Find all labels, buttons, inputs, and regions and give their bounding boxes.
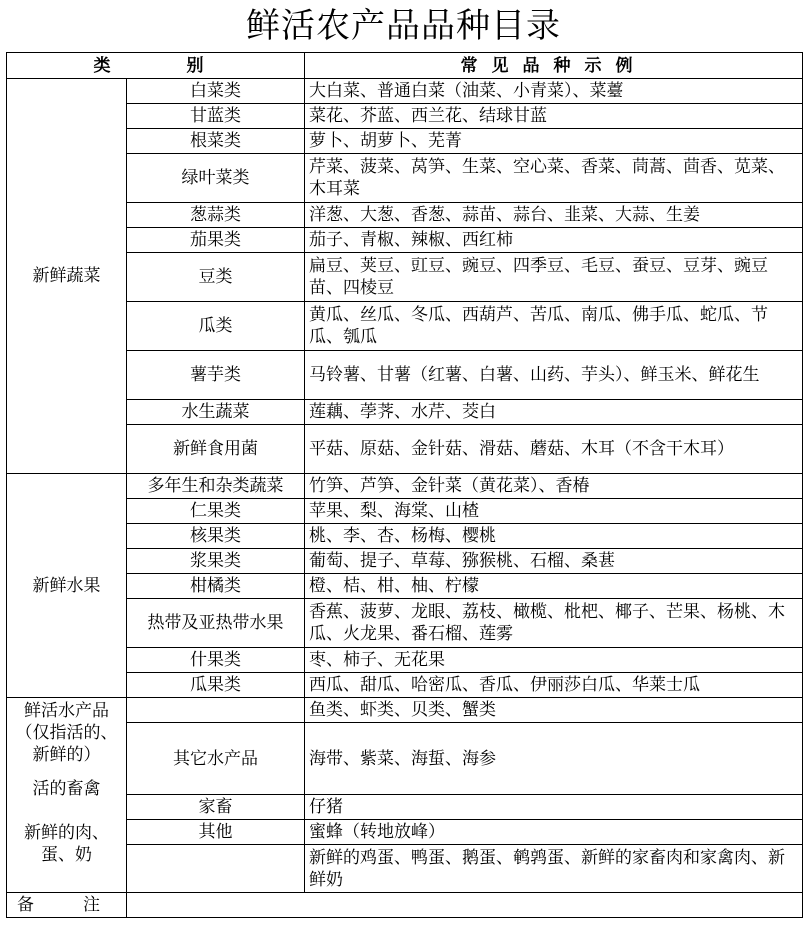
examples-cell: 海带、紫菜、海蜇、海参 <box>305 723 803 795</box>
subcategory-cell: 仁果类 <box>127 499 305 524</box>
note-label: 备 注 <box>7 893 127 918</box>
examples-cell: 扁豆、荚豆、豇豆、豌豆、四季豆、毛豆、蚕豆、豆芽、豌豆苗、四棱豆 <box>305 253 803 302</box>
examples-cell: 黄瓜、丝瓜、冬瓜、西葫芦、苦瓜、南瓜、佛手瓜、蛇瓜、节瓜、瓠瓜 <box>305 302 803 351</box>
subcategory-cell: 柑橘类 <box>127 574 305 599</box>
table-row <box>7 400 803 425</box>
table-row <box>7 599 803 648</box>
subcategory-cell: 葱蒜类 <box>127 203 305 228</box>
subcategory-cell: 核果类 <box>127 524 305 549</box>
category-aquatic: 鲜活水产品（仅指活的、新鲜的） <box>15 701 118 765</box>
table-row <box>7 253 803 302</box>
examples-cell: 枣、柿子、无花果 <box>305 648 803 673</box>
header-category: 类 别 <box>7 53 305 79</box>
subcategory-cell: 豆类 <box>127 253 305 302</box>
examples-cell: 马铃薯、甘薯（红薯、白薯、山药、芋头）、鲜玉米、鲜花生 <box>305 351 803 400</box>
header-row <box>7 53 803 79</box>
table-row <box>7 820 803 845</box>
table-row <box>7 698 803 723</box>
table-row <box>7 302 803 351</box>
subcategory-cell: 其他 <box>127 820 305 845</box>
subcategory-cell: 热带及亚热带水果 <box>127 599 305 648</box>
subcategory-cell: 水生蔬菜 <box>127 400 305 425</box>
examples-cell: 橙、桔、柑、柚、柠檬 <box>305 574 803 599</box>
examples-cell: 香蕉、菠萝、龙眼、荔枝、橄榄、枇杷、椰子、芒果、杨桃、木瓜、火龙果、番石榴、莲雾 <box>305 599 803 648</box>
subcategory-cell: 绿叶菜类 <box>127 154 305 203</box>
subcategory-cell: 多年生和杂类蔬菜 <box>127 474 305 499</box>
table-row <box>7 351 803 400</box>
category-fruits: 新鲜水果 <box>7 474 127 698</box>
table-row <box>7 648 803 673</box>
table-row <box>7 129 803 154</box>
subcategory-cell: 什果类 <box>127 648 305 673</box>
examples-cell: 洋葱、大葱、香葱、蒜苗、蒜台、韭菜、大蒜、生姜 <box>305 203 803 228</box>
examples-cell: 仔猪 <box>305 795 803 820</box>
table-row <box>7 474 803 499</box>
header-examples: 常见品种示例 <box>305 53 803 79</box>
examples-cell: 苹果、梨、海棠、山楂 <box>305 499 803 524</box>
subcategory-cell: 茄果类 <box>127 228 305 253</box>
subcategory-cell: 瓜类 <box>127 302 305 351</box>
subcategory-cell: 薯芋类 <box>127 351 305 400</box>
table-row <box>7 499 803 524</box>
examples-cell: 大白菜、普通白菜（油菜、小青菜）、菜薹 <box>305 79 803 104</box>
table-row <box>7 425 803 474</box>
subcategory-cell <box>127 845 305 893</box>
examples-cell: 西瓜、甜瓜、哈密瓜、香瓜、伊丽莎白瓜、华莱士瓜 <box>305 673 803 698</box>
table-row <box>7 228 803 253</box>
category-other <box>7 698 127 893</box>
examples-cell: 平菇、原菇、金针菇、滑菇、蘑菇、木耳（不含干木耳） <box>305 425 803 474</box>
table-row <box>7 673 803 698</box>
examples-cell: 芹菜、菠菜、莴笋、生菜、空心菜、香菜、茼蒿、茴香、苋菜、木耳菜 <box>305 154 803 203</box>
catalog-table <box>6 52 803 918</box>
category-livestock: 活的畜禽 <box>32 779 101 799</box>
subcategory-cell: 浆果类 <box>127 549 305 574</box>
examples-cell: 菜花、芥蓝、西兰花、结球甘蓝 <box>305 104 803 129</box>
examples-cell: 蜜蜂（转地放峰） <box>305 820 803 845</box>
table-row <box>7 549 803 574</box>
subcategory-cell: 其它水产品 <box>127 723 305 795</box>
table-row <box>7 203 803 228</box>
page-title: 鲜活农产品品种目录 <box>246 6 561 46</box>
table-row <box>7 574 803 599</box>
subcategory-cell: 根菜类 <box>127 129 305 154</box>
table-row <box>7 723 803 795</box>
examples-cell: 葡萄、提子、草莓、猕猴桃、石榴、桑葚 <box>305 549 803 574</box>
subcategory-cell: 白菜类 <box>127 79 305 104</box>
category-vegetables: 新鲜蔬菜 <box>7 79 127 474</box>
table-row <box>7 104 803 129</box>
table-row <box>7 79 803 104</box>
examples-cell: 莲藕、荸荠、水芹、茭白 <box>305 400 803 425</box>
note-value <box>127 893 803 918</box>
examples-cell: 萝卜、胡萝卜、芜菁 <box>305 129 803 154</box>
table-row <box>7 524 803 549</box>
table-row <box>7 154 803 203</box>
table-row <box>7 795 803 820</box>
examples-cell: 竹笋、芦笋、金针菜（黄花菜）、香椿 <box>305 474 803 499</box>
subcategory-cell: 瓜果类 <box>127 673 305 698</box>
examples-cell: 茄子、青椒、辣椒、西红柿 <box>305 228 803 253</box>
subcategory-cell: 甘蓝类 <box>127 104 305 129</box>
subcategory-cell: 家畜 <box>127 795 305 820</box>
subcategory-cell <box>127 698 305 723</box>
examples-cell: 鱼类、虾类、贝类、蟹类 <box>305 698 803 723</box>
category-fresh: 新鲜的肉、蛋、奶 <box>24 823 109 865</box>
subcategory-cell: 新鲜食用菌 <box>127 425 305 474</box>
note-row <box>7 893 803 918</box>
examples-cell: 桃、李、杏、杨梅、樱桃 <box>305 524 803 549</box>
examples-cell: 新鲜的鸡蛋、鸭蛋、鹅蛋、鹌鹑蛋、新鲜的家畜肉和家禽肉、新鲜奶 <box>305 845 803 893</box>
table-row <box>7 845 803 893</box>
